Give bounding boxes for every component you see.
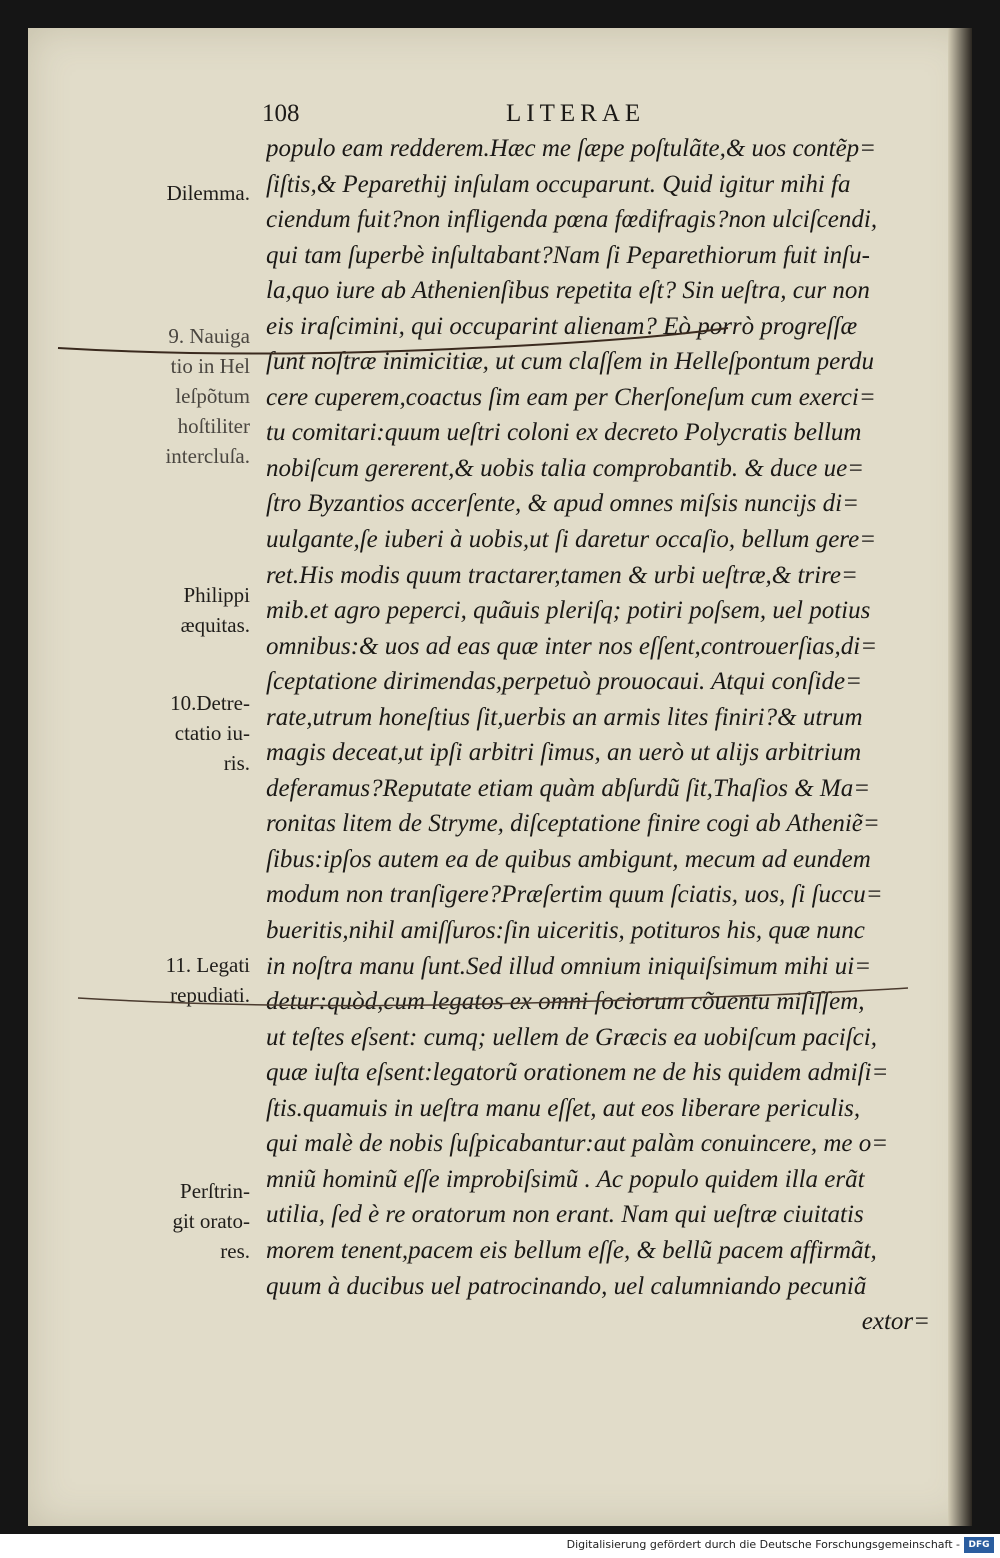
text-line: ſunt noſtræ inimicitiæ, ut cum claſſem in Helleſpontum perdu	[266, 348, 875, 376]
text-line: bueritis,nihil amiſſuros:ſin uiceritis, potituros his, quæ nunc	[266, 917, 865, 945]
text-line: in noſtra manu ſunt.Sed illud omnium iniquiſsimum mihi ui=	[266, 952, 872, 980]
page-header	[28, 100, 972, 134]
margin-note-line: Philippi	[183, 583, 250, 607]
text-line: modum non tranſigere?Præſertim quum ſciatis, uos, ſi ſuccu=	[266, 881, 883, 909]
text-line: morem tenent,pacem eis bellum eſſe, & bellũ pacem affirmãt,	[266, 1236, 877, 1264]
text-line: quum à ducibus uel patrocinando, uel calumniando pecuniã	[266, 1272, 867, 1300]
margin-note-line: tio in Hel	[170, 354, 250, 378]
margin-note-perstringit	[172, 1176, 250, 1266]
margin-note-line: æquitas.	[180, 613, 250, 637]
footer-credit: Digitalisierung gefördert durch die Deutsche Forschungsgemeinschaft -	[566, 1538, 960, 1551]
page-number: 108	[262, 100, 300, 127]
text-line: tu comitari:quum ueſtri coloni ex decreto Polycratis bellum	[266, 419, 862, 447]
margin-note-line: git orato-	[172, 1209, 250, 1233]
page-gutter-edge	[948, 28, 972, 1526]
text-line: ſtis.quamuis in ueſtra manu eſſet, aut eos liberare periculis,	[266, 1094, 861, 1122]
text-line: rate,utrum honeſtius ſit,uerbis an armis lites finiri?& utrum	[266, 703, 863, 731]
text-line: ſibus:ipſos autem ea de quibus ambigunt, mecum ad eundem	[266, 845, 871, 873]
text-line: eis iraſcimini, qui occuparint alienam? Eò porrò progreſſæ	[266, 312, 858, 340]
body-text	[266, 131, 930, 1340]
text-line: ronitas litem de Stryme, diſceptatione finire cogi ab Atheniẽ=	[266, 810, 880, 838]
text-line: omnibus:& uos ad eas quæ inter nos eſſent,controuerſias,di=	[266, 632, 878, 660]
text-line: mniũ hominũ eſſe improbiſsimũ . Ac populo quidem illa erãt	[266, 1165, 865, 1193]
margin-note-line: hoſtiliter	[177, 414, 250, 438]
margin-note-philippi	[181, 580, 250, 640]
margin-note-line: leſpõtum	[175, 384, 250, 408]
text-line: nobiſcum gererent,& uobis talia comprobantib. & duce ue=	[266, 454, 865, 482]
margin-note-nauigatio	[165, 321, 250, 471]
text-line: cere cuperem,coactus ſim eam per Cherſoneſum cum exerci=	[266, 383, 876, 411]
margin-note-line: 10.Detre-	[170, 691, 250, 715]
margin-note-detrectatio	[170, 688, 250, 778]
margin-note-line: ris.	[223, 751, 250, 775]
margin-note-line: Dilemma.	[166, 181, 250, 205]
dfg-logo: DFG	[964, 1537, 994, 1553]
text-line: ret.His modis quum tractarer,tamen & urbi ueſtræ,& trire=	[266, 561, 858, 589]
text-line: extor=	[861, 1308, 930, 1336]
text-line: qui malè de nobis ſuſpicabantur:aut palàm conuincere, me o=	[266, 1130, 889, 1158]
book-page	[28, 28, 972, 1526]
text-line: mib.et agro peperci, quãuis pleriſq; potiri poſsem, uel potius	[266, 597, 871, 625]
margin-note-line: Perſtrin-	[180, 1179, 250, 1203]
margin-note-legati	[166, 950, 250, 1010]
text-line: qui tam ſuperbè inſultabant?Nam ſi Peparethiorum fuit inſu-	[266, 241, 870, 269]
text-line: quæ iuſta eſsent:legatorũ orationem ne de his quidem admiſi=	[266, 1059, 889, 1087]
text-line: magis deceat,ut ipſi arbitri ſimus, an uerò ut alijs arbitrium	[266, 739, 862, 767]
margin-note-dilemma	[167, 178, 250, 208]
running-head: LITERAE	[506, 100, 646, 127]
margin-note-line: 11. Legati	[165, 953, 250, 977]
margin-note-line: res.	[220, 1239, 250, 1263]
text-line: ciendum fuit?non infligenda pœna fœdifragis?non ulciſcendi,	[266, 206, 878, 234]
margin-note-line: ctatio iu-	[174, 721, 250, 745]
text-line: la,quo iure ab Athenienſibus repetita eſt? Sin ueſtra, cur non	[266, 277, 870, 305]
text-line: ſtro Byzantios accerſente, & apud omnes miſsis nuncijs di=	[266, 490, 859, 518]
text-line: ut teſtes eſsent: cumq; uellem de Græcis ea uobiſcum paciſci,	[266, 1023, 877, 1051]
text-line: ſceptatione dirimendas,perpetuò prouocaui. Atqui conſide=	[266, 668, 862, 696]
margin-note-line: 9. Nauiga	[168, 324, 250, 348]
text-line: deferamus?Reputate etiam quàm abſurdũ ſit,Thaſios & Ma=	[266, 774, 871, 802]
text-line: detur:quòd,cum legatos ex omni ſociorum cõuentu miſiſſem,	[266, 988, 865, 1016]
margin-note-line: intercluſa.	[165, 444, 250, 468]
text-line: ſiſtis,& Peparethij inſulam occuparunt. Quid igitur mihi fa	[266, 170, 851, 198]
text-line: utilia, ſed è re oratorum non erant. Nam qui ueſtræ ciuitatis	[266, 1201, 864, 1229]
margin-note-line: repudiati.	[170, 983, 250, 1007]
text-line: populo eam redderem.Hæc me ſæpe poſtulãte,& uos contẽp=	[266, 135, 877, 162]
footer-bar	[0, 1534, 1000, 1558]
text-line: uulgante,ſe iuberi à uobis,ut ſi daretur occaſio, bellum gere=	[266, 526, 877, 554]
